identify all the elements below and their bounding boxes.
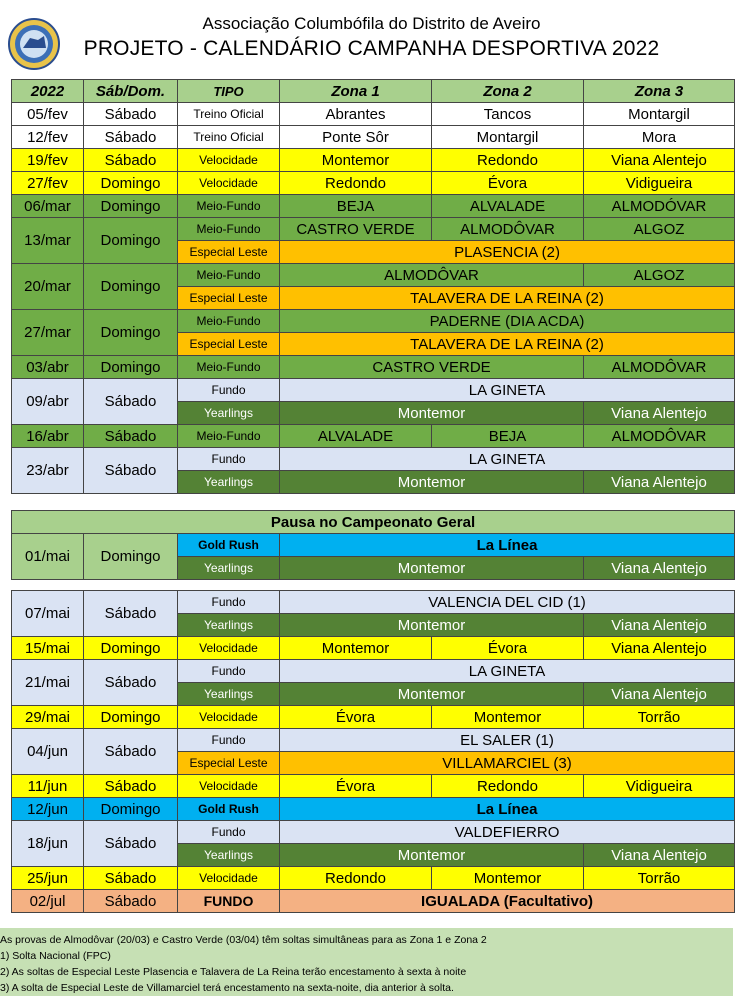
table-row bbox=[12, 660, 735, 683]
day-cell: Sábado bbox=[84, 425, 178, 448]
zona12-cell: Montemor bbox=[280, 683, 584, 706]
table-row bbox=[12, 379, 735, 402]
date-cell: 07/mai bbox=[12, 591, 84, 637]
col-day: Sáb/Dom. bbox=[84, 80, 178, 103]
zona3-cell: Viana Alentejo bbox=[584, 149, 735, 172]
tipo-cell: Velocidade bbox=[178, 149, 280, 172]
zona123-cell: VALENCIA DEL CID (1) bbox=[280, 591, 735, 614]
zona123-cell: IGUALADA (Facultativo) bbox=[280, 890, 735, 913]
col-zona3: Zona 3 bbox=[584, 80, 735, 103]
tipo-cell: Especial Leste bbox=[178, 287, 280, 310]
page-title: PROJETO - CALENDÁRIO CAMPANHA DESPORTIVA 2022 bbox=[83, 37, 660, 60]
zona3-cell: ALMODÓVAR bbox=[584, 195, 735, 218]
zona1-cell: Montemor bbox=[280, 149, 432, 172]
date-cell: 25/jun bbox=[12, 867, 84, 890]
tipo-cell: Velocidade bbox=[178, 867, 280, 890]
table-row bbox=[12, 103, 735, 126]
table-header-row bbox=[12, 80, 735, 103]
tipo-cell: FUNDO bbox=[178, 890, 280, 913]
zona123-cell: VALDEFIERRO bbox=[280, 821, 735, 844]
footnotes bbox=[0, 928, 733, 996]
table-row bbox=[12, 729, 735, 752]
tipo-cell: Velocidade bbox=[178, 637, 280, 660]
zona123-cell: La Línea bbox=[280, 798, 735, 821]
note-line: 1) Solta Nacional (FPC) bbox=[0, 950, 111, 962]
col-year: 2022 bbox=[12, 80, 84, 103]
tipo-cell: Meio-Fundo bbox=[178, 218, 280, 241]
date-cell: 20/mar bbox=[12, 264, 84, 310]
zona3-cell: Viana Alentejo bbox=[584, 614, 735, 637]
zona2-cell: BEJA bbox=[432, 425, 584, 448]
day-cell: Domingo bbox=[84, 637, 178, 660]
date-cell: 13/mar bbox=[12, 218, 84, 264]
tipo-cell: Velocidade bbox=[178, 172, 280, 195]
zona123-cell: LA GINETA bbox=[280, 448, 735, 471]
table-row bbox=[12, 149, 735, 172]
day-cell: Sábado bbox=[84, 821, 178, 867]
zona123-cell: PADERNE (DIA ACDA) bbox=[280, 310, 735, 333]
date-cell: 15/mai bbox=[12, 637, 84, 660]
zona1-cell: Évora bbox=[280, 706, 432, 729]
zona123-cell: TALAVERA DE LA REINA (2) bbox=[280, 333, 735, 356]
tipo-cell: Meio-Fundo bbox=[178, 195, 280, 218]
table-row bbox=[12, 310, 735, 333]
zona1-cell: Redondo bbox=[280, 867, 432, 890]
date-cell: 21/mai bbox=[12, 660, 84, 706]
organization-name: Associação Columbófila do Distrito de Aveiro bbox=[202, 14, 541, 33]
zona1-cell: Redondo bbox=[280, 172, 432, 195]
tipo-cell: Gold Rush bbox=[178, 534, 280, 557]
date-cell: 16/abr bbox=[12, 425, 84, 448]
date-cell: 27/mar bbox=[12, 310, 84, 356]
tipo-cell: Velocidade bbox=[178, 775, 280, 798]
tipo-cell: Yearlings bbox=[178, 402, 280, 425]
zona3-cell: Torrão bbox=[584, 867, 735, 890]
zona3-cell: Vidigueira bbox=[584, 172, 735, 195]
note-line: 3) A solta de Especial Leste de Villamarciel terá encestamento na sexta-noite, dia anterior à solta. bbox=[0, 982, 454, 994]
date-cell: 18/jun bbox=[12, 821, 84, 867]
table-row bbox=[12, 126, 735, 149]
table-row bbox=[12, 637, 735, 660]
day-cell: Sábado bbox=[84, 867, 178, 890]
day-cell: Sábado bbox=[84, 149, 178, 172]
table-row bbox=[12, 867, 735, 890]
date-cell: 06/mar bbox=[12, 195, 84, 218]
zona12-cell: Montemor bbox=[280, 471, 584, 494]
day-cell: Sábado bbox=[84, 103, 178, 126]
tipo-cell: Yearlings bbox=[178, 557, 280, 580]
zona2-cell: ALVALADE bbox=[432, 195, 584, 218]
zona123-cell: LA GINETA bbox=[280, 660, 735, 683]
zona3-cell: Torrão bbox=[584, 706, 735, 729]
zona2-cell: Évora bbox=[432, 172, 584, 195]
zona12-cell: Montemor bbox=[280, 844, 584, 867]
zona2-cell: Redondo bbox=[432, 149, 584, 172]
day-cell: Sábado bbox=[84, 729, 178, 775]
header bbox=[0, 0, 743, 76]
zona2-cell: Montemor bbox=[432, 867, 584, 890]
zona3-cell: Viana Alentejo bbox=[584, 471, 735, 494]
table-row bbox=[12, 172, 735, 195]
zona2-cell: Redondo bbox=[432, 775, 584, 798]
zona12-cell: Montemor bbox=[280, 402, 584, 425]
day-cell: Domingo bbox=[84, 195, 178, 218]
col-tipo: TIPO bbox=[178, 80, 280, 103]
day-cell: Domingo bbox=[84, 798, 178, 821]
date-cell: 02/jul bbox=[12, 890, 84, 913]
zona2-cell: Évora bbox=[432, 637, 584, 660]
tipo-cell: Meio-Fundo bbox=[178, 264, 280, 287]
pause-title: Pausa no Campeonato Geral bbox=[12, 511, 735, 534]
date-cell: 09/abr bbox=[12, 379, 84, 425]
date-cell: 12/fev bbox=[12, 126, 84, 149]
table-row bbox=[12, 425, 735, 448]
table-row bbox=[12, 890, 735, 913]
zona1-cell: CASTRO VERDE bbox=[280, 218, 432, 241]
table-row bbox=[12, 775, 735, 798]
tipo-cell: Treino Oficial bbox=[178, 126, 280, 149]
date-cell: 11/jun bbox=[12, 775, 84, 798]
table-row bbox=[12, 448, 735, 471]
day-cell: Sábado bbox=[84, 448, 178, 494]
zona3-cell: ALGOZ bbox=[584, 218, 735, 241]
day-cell: Domingo bbox=[84, 706, 178, 729]
date-cell: 29/mai bbox=[12, 706, 84, 729]
day-cell: Sábado bbox=[84, 775, 178, 798]
date-cell: 23/abr bbox=[12, 448, 84, 494]
zona1-cell: Abrantes bbox=[280, 103, 432, 126]
date-cell: 01/mai bbox=[12, 534, 84, 580]
day-cell: Domingo bbox=[84, 172, 178, 195]
table-row bbox=[12, 798, 735, 821]
calendar-table-main bbox=[11, 79, 735, 494]
pause-title-row bbox=[12, 511, 735, 534]
table-row bbox=[12, 534, 735, 557]
tipo-cell: Especial Leste bbox=[178, 241, 280, 264]
tipo-cell: Fundo bbox=[178, 660, 280, 683]
zona1-cell: ALVALADE bbox=[280, 425, 432, 448]
tipo-cell: Gold Rush bbox=[178, 798, 280, 821]
zona3-cell: Montargil bbox=[584, 103, 735, 126]
table-row bbox=[12, 264, 735, 287]
zona1-cell: BEJA bbox=[280, 195, 432, 218]
date-cell: 05/fev bbox=[12, 103, 84, 126]
date-cell: 03/abr bbox=[12, 356, 84, 379]
pause-table bbox=[11, 510, 735, 580]
tipo-cell: Meio-Fundo bbox=[178, 425, 280, 448]
zona123-cell: VILLAMARCIEL (3) bbox=[280, 752, 735, 775]
zona123-cell: EL SALER (1) bbox=[280, 729, 735, 752]
day-cell: Sábado bbox=[84, 379, 178, 425]
zona3-cell: Viana Alentejo bbox=[584, 402, 735, 425]
day-cell: Domingo bbox=[84, 264, 178, 310]
zona12-cell: Montemor bbox=[280, 557, 584, 580]
day-cell: Sábado bbox=[84, 126, 178, 149]
zona123-cell: La Línea bbox=[280, 534, 735, 557]
zona1-cell: Montemor bbox=[280, 637, 432, 660]
note-line: As provas de Almodôvar (20/03) e Castro Verde (03/04) têm soltas simultâneas para as Zona 1 e Zona 2 bbox=[0, 934, 487, 946]
tipo-cell: Treino Oficial bbox=[178, 103, 280, 126]
tipo-cell: Especial Leste bbox=[178, 333, 280, 356]
tipo-cell: Yearlings bbox=[178, 471, 280, 494]
table-row bbox=[12, 591, 735, 614]
tipo-cell: Fundo bbox=[178, 729, 280, 752]
day-cell: Sábado bbox=[84, 660, 178, 706]
date-cell: 27/fev bbox=[12, 172, 84, 195]
zona1-cell: Ponte Sôr bbox=[280, 126, 432, 149]
table-row bbox=[12, 356, 735, 379]
date-cell: 04/jun bbox=[12, 729, 84, 775]
date-cell: 12/jun bbox=[12, 798, 84, 821]
zona123-cell: PLASENCIA (2) bbox=[280, 241, 735, 264]
table-row bbox=[12, 195, 735, 218]
tipo-cell: Yearlings bbox=[178, 683, 280, 706]
zona3-cell: ALMODÔVAR bbox=[584, 425, 735, 448]
zona3-cell: ALMODÔVAR bbox=[584, 356, 735, 379]
table-row bbox=[12, 821, 735, 844]
day-cell: Domingo bbox=[84, 310, 178, 356]
tipo-cell: Fundo bbox=[178, 821, 280, 844]
tipo-cell: Velocidade bbox=[178, 706, 280, 729]
table-row bbox=[12, 218, 735, 241]
day-cell: Sábado bbox=[84, 890, 178, 913]
tipo-cell: Meio-Fundo bbox=[178, 356, 280, 379]
tipo-cell: Fundo bbox=[178, 448, 280, 471]
zona2-cell: Montemor bbox=[432, 706, 584, 729]
zona123-cell: TALAVERA DE LA REINA (2) bbox=[280, 287, 735, 310]
zona2-cell: Tancos bbox=[432, 103, 584, 126]
date-cell: 19/fev bbox=[12, 149, 84, 172]
zona3-cell: Viana Alentejo bbox=[584, 557, 735, 580]
zona3-cell: Viana Alentejo bbox=[584, 683, 735, 706]
tipo-cell: Yearlings bbox=[178, 614, 280, 637]
zona2-cell: ALMODÔVAR bbox=[432, 218, 584, 241]
zona3-cell: ALGOZ bbox=[584, 264, 735, 287]
zona3-cell: Viana Alentejo bbox=[584, 844, 735, 867]
day-cell: Sábado bbox=[84, 591, 178, 637]
tipo-cell: Yearlings bbox=[178, 844, 280, 867]
day-cell: Domingo bbox=[84, 218, 178, 264]
tipo-cell: Especial Leste bbox=[178, 752, 280, 775]
zona12-cell: Montemor bbox=[280, 614, 584, 637]
tipo-cell: Fundo bbox=[178, 379, 280, 402]
tipo-cell: Meio-Fundo bbox=[178, 310, 280, 333]
table-row bbox=[12, 706, 735, 729]
zona1-cell: Évora bbox=[280, 775, 432, 798]
zona3-cell: Mora bbox=[584, 126, 735, 149]
col-zona2: Zona 2 bbox=[432, 80, 584, 103]
zona12-cell: ALMODÔVAR bbox=[280, 264, 584, 287]
zona123-cell: LA GINETA bbox=[280, 379, 735, 402]
day-cell: Domingo bbox=[84, 356, 178, 379]
col-zona1: Zona 1 bbox=[280, 80, 432, 103]
zona12-cell: CASTRO VERDE bbox=[280, 356, 584, 379]
tipo-cell: Fundo bbox=[178, 591, 280, 614]
calendar-table-second bbox=[11, 590, 735, 913]
zona3-cell: Vidigueira bbox=[584, 775, 735, 798]
zona3-cell: Viana Alentejo bbox=[584, 637, 735, 660]
note-line: 2) As soltas de Especial Leste Plasencia e Talavera de La Reina terão encestamento à sexta à noite bbox=[0, 966, 467, 978]
zona2-cell: Montargil bbox=[432, 126, 584, 149]
day-cell: Domingo bbox=[84, 534, 178, 580]
